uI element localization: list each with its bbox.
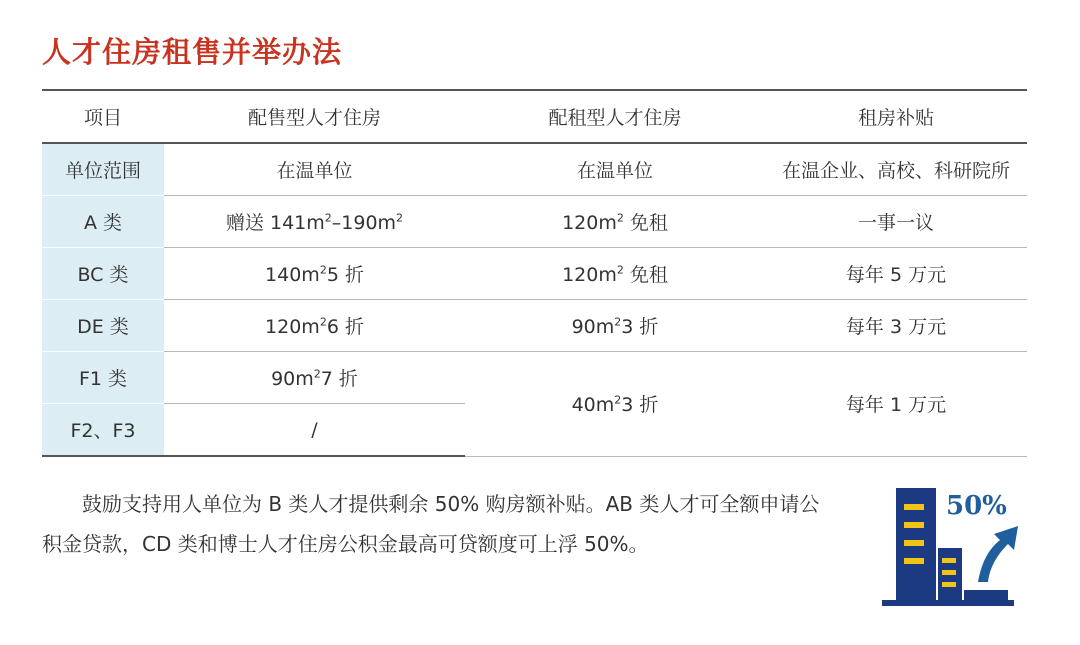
- table-row: [42, 143, 1027, 196]
- base-block: [964, 590, 1008, 602]
- cell-sale: $90m^27$ 折: [164, 352, 465, 404]
- cell-rent: $120m^2$ 免租: [465, 248, 765, 300]
- row-label-de: DE 类: [42, 300, 164, 352]
- row-label-f2-f3: F2、F3: [42, 404, 164, 457]
- window: [904, 540, 924, 546]
- window: [942, 582, 956, 587]
- cell-rent: 在温单位: [465, 143, 765, 196]
- header-sale-housing: 配售型人才住房: [164, 90, 465, 143]
- cell-sale: 赠送 $141m^2-190m^2$: [164, 196, 465, 248]
- window: [904, 558, 924, 564]
- header-rental-housing: 配租型人才住房: [465, 90, 765, 143]
- window: [904, 504, 924, 510]
- window: [942, 558, 956, 563]
- header-rent-subsidy: 租房补贴: [765, 90, 1027, 143]
- cell-sale: 在温单位: [164, 143, 465, 196]
- cell-rent: $120m^2$ 免租: [465, 196, 765, 248]
- cell-subsidy: 一事一议: [765, 196, 1027, 248]
- cell-sale: $120m^26$ 折: [164, 300, 465, 352]
- cell-rent-merged: $40m^23$ 折: [465, 352, 765, 457]
- row-label-bc: BC 类: [42, 248, 164, 300]
- percent-label: 50%: [946, 491, 1007, 521]
- window: [904, 522, 924, 528]
- table-row: [42, 196, 1027, 248]
- row-label-f1: F1 类: [42, 352, 164, 404]
- up-arrow-icon: [978, 526, 1018, 582]
- table-row: [42, 352, 1027, 404]
- row-label-a: A 类: [42, 196, 164, 248]
- cell-subsidy: 每年 3 万元: [765, 300, 1027, 352]
- cell-sale: $140m^25$ 折: [164, 248, 465, 300]
- building-growth-icon: [878, 482, 1028, 612]
- table-row: [42, 248, 1027, 300]
- cell-sale: /: [164, 404, 465, 457]
- table-header-row: [42, 90, 1027, 143]
- cell-rent: $90m^23$ 折: [465, 300, 765, 352]
- cell-subsidy: 每年 5 万元: [765, 248, 1027, 300]
- header-item: 项目: [42, 90, 164, 143]
- window: [942, 570, 956, 575]
- policy-paragraph: 鼓励支持用人单位为 B 类人才提供剩余 50% 购房额补贴。AB 类人才可全额申请公积金贷款，CD 类和博士人才住房公积金最高可贷额度可上浮 50%。: [42, 492, 820, 556]
- cell-subsidy: 在温企业、高校、科研院所: [765, 143, 1027, 196]
- page-title: 人才住房租售并举办法: [42, 35, 343, 69]
- row-label-scope: 单位范围: [42, 143, 164, 196]
- housing-policy-table: [42, 89, 1027, 457]
- table-row: [42, 300, 1027, 352]
- cell-subsidy-merged: 每年 1 万元: [765, 352, 1027, 457]
